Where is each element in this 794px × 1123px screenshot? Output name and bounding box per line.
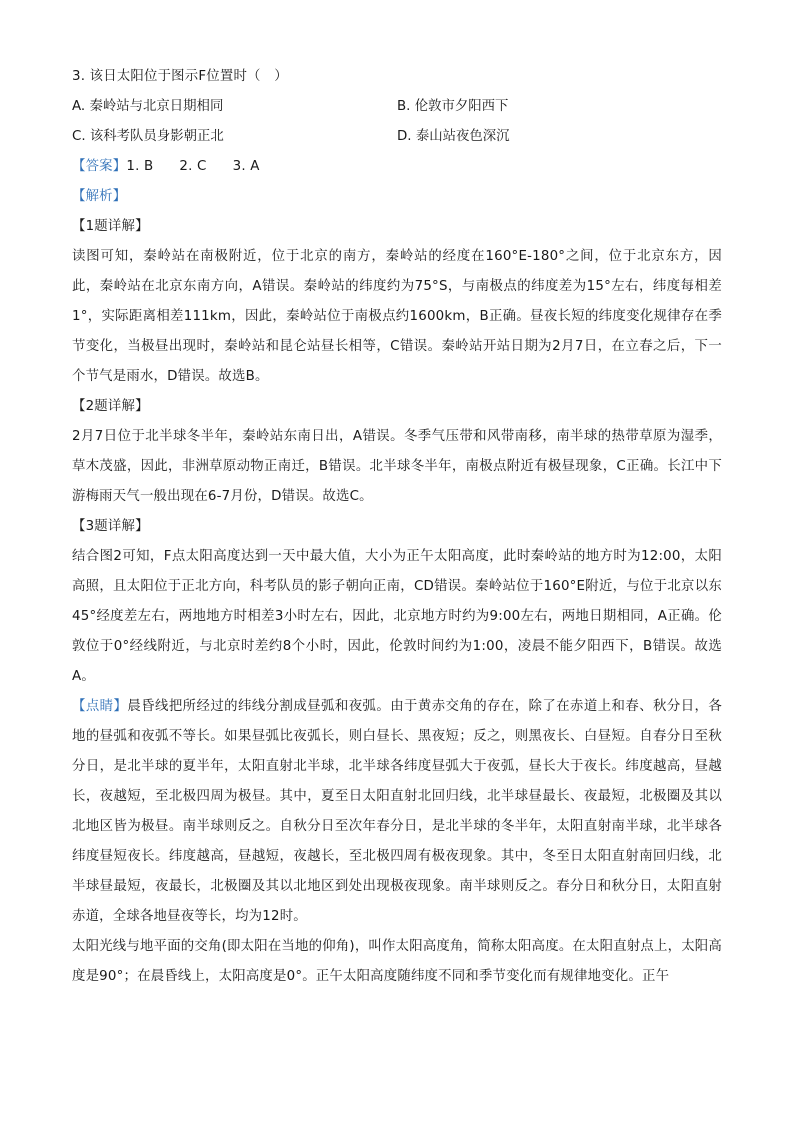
- options-row-2: [72, 122, 722, 152]
- tips-text: 晨昏线把所经过的纬线分割成昼弧和夜弧。由于黄赤交角的存在，除了在赤道上和春、秋分日，各地的昼弧和夜弧不等长。如果昼弧比夜弧长，则白昼长、黑夜短；反之，则黑夜长、白昼短。自春分日至秋分日，是北半球的夏半年，太阳直射北半球，北半球各纬度昼弧大于夜弧，昼长大于夜长。纬度越高，昼越长，夜越短，至北极四周为极昼。其中，夏至日太阳直射北回归线，北半球昼最长、夜最短，北极圈及其以北地区皆为极昼。南半球则反之。自秋分日至次年春分日，是北半球的冬半年，太阳直射南半球，北半球各纬度昼短夜长。纬度越高，昼越短，夜越长，至北极四周有极夜现象。其中，冬至日太阳直射南回归线，北半球昼最短，夜最长，北极圈及其以北地区到处出现极夜现象。南半球则反之。春分日和秋分日，太阳直射赤道，全球各地昼夜等长，均为12时。: [72, 699, 722, 924]
- option-d: D. 泰山站夜色深沉: [397, 129, 510, 144]
- answer-tag: 【答案】: [72, 159, 127, 174]
- final-paragraph: 太阳光线与地平面的交角(即太阳在当地的仰角)，叫作太阳高度角，简称太阳高度。在太阳直射点上，太阳高度是90°；在晨昏线上，太阳高度是0°。正午太阳高度随纬度不同和季节变化而有规律地变化。正午: [72, 939, 722, 984]
- answer-3: 3. A: [232, 159, 260, 174]
- answer-2: 2. C: [179, 159, 207, 174]
- question-stem: 3. 该日太阳位于图示F位置时（ ）: [72, 69, 288, 84]
- tips-tag: 【点睛】: [72, 699, 128, 714]
- answer-line: [72, 152, 722, 182]
- tips-paragraph: [72, 692, 722, 932]
- option-b: B. 伦敦市夕阳西下: [397, 99, 509, 114]
- option-a: A. 秦岭站与北京日期相同: [72, 99, 224, 114]
- q1-heading: 【1题详解】: [72, 219, 149, 234]
- q3-heading: 【3题详解】: [72, 519, 149, 534]
- q2-explanation: 2月7日位于北半球冬半年，秦岭站东南日出，A错误。冬季气压带和风带南移，南半球的热带草原为湿季，草木茂盛，因此，非洲草原动物正南迁，B错误。北半球冬半年，南极点附近有极昼现象，C正确。长江中下游梅雨天气一般出现在6-7月份，D错误。故选C。: [72, 429, 722, 504]
- option-c: C. 该科考队员身影朝正北: [72, 129, 224, 144]
- q3-explanation: 结合图2可知，F点太阳高度达到一天中最大值，大小为正午太阳高度，此时秦岭站的地方时为12:00，太阳高照，且太阳位于正北方向，科考队员的影子朝向正南，CD错误。秦岭站位于160°E附近，与位于北京以东45°经度差左右，两地地方时相差3小时左右，因此，北京地方时约为9:00左右，两地日期相同，A正确。伦敦位于0°经线附近，与北京时差约8个小时，因此，伦敦时间约为1:00，凌晨不能夕阳西下，B错误。故选A。: [72, 549, 722, 684]
- document-page: [72, 62, 722, 992]
- q1-explanation: 读图可知，秦岭站在南极附近，位于北京的南方，秦岭站的经度在160°E-180°之间，位于北京东方，因此，秦岭站在北京东南方向，A错误。秦岭站的纬度约为75°S，与南极点的纬度差为15°左右，纬度每相差1°，实际距离相差111km，因此，秦岭站位于南极点约1600km，B正确。昼夜长短的纬度变化规律存在季节变化，当极昼出现时，秦岭站和昆仑站昼长相等，C错误。秦岭站开站日期为2月7日，在立春之后，下一个节气是雨水，D错误。故选B。: [72, 249, 722, 384]
- options-row-1: [72, 92, 722, 122]
- analysis-tag: 【解析】: [72, 189, 127, 204]
- q2-heading: 【2题详解】: [72, 399, 149, 414]
- answer-1: 1. B: [126, 159, 154, 174]
